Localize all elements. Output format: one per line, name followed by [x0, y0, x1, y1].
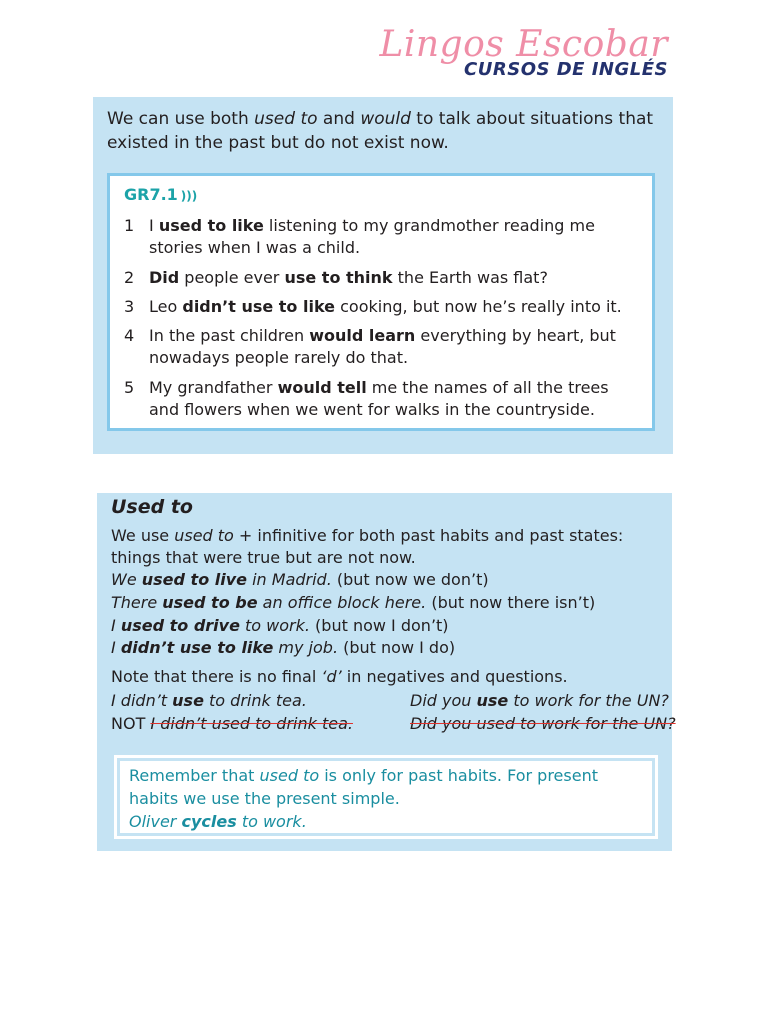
- example-text: I: [149, 216, 159, 235]
- example-line: [111, 615, 666, 637]
- not-label: NOT: [111, 714, 151, 733]
- example-item: [124, 267, 644, 289]
- example-item: [124, 215, 644, 259]
- example-text: me the names of all the trees: [366, 378, 609, 397]
- intro-seg: would: [360, 109, 411, 129]
- example-text: Leo: [149, 297, 183, 316]
- example-line: [111, 569, 666, 591]
- brand-logo: [379, 26, 668, 80]
- example-item: [124, 325, 644, 369]
- audio-track-label: [124, 185, 197, 204]
- example-text: cooking, but now he’s really into it.: [335, 297, 622, 316]
- ex-seg: There: [111, 593, 163, 612]
- compare-seg: to work for the UN?: [508, 691, 669, 710]
- remember-panel: [114, 755, 658, 839]
- note-seg: ‘d’: [321, 667, 342, 686]
- incorrect-line: [111, 713, 676, 735]
- rule-line: [111, 525, 666, 547]
- audio-icon[interactable]: ))): [180, 189, 198, 203]
- ex-note: (but now I don’t): [309, 616, 449, 635]
- example-text: the Earth was flat?: [392, 268, 548, 287]
- intro-seg: to talk about situations that: [410, 109, 654, 129]
- rule-seg: used to: [174, 526, 234, 545]
- grammar-box-used-to: [97, 493, 676, 851]
- intro-seg: used to: [254, 109, 318, 129]
- example-text: My grandfather: [149, 378, 278, 397]
- rem-seg: to work.: [236, 812, 307, 831]
- rem-bold: cycles: [181, 812, 237, 831]
- crossed-out-example: Did you used to work for the UN?: [410, 714, 676, 733]
- compare-seg: to drink tea.: [203, 691, 307, 710]
- example-text: nowadays people rarely do that.: [149, 348, 409, 367]
- ex-note: (but now there isn’t): [426, 593, 596, 612]
- note-line: [111, 666, 666, 688]
- example-text: listening to my grandmother reading me: [263, 216, 595, 235]
- example-item: [124, 296, 644, 318]
- ex-note: (but now I do): [338, 638, 456, 657]
- example-text: stories when I was a child.: [149, 238, 361, 257]
- remember-line: habits we use the present simple.: [129, 789, 400, 808]
- ex-seg: to work.: [239, 616, 310, 635]
- example-number: 2: [124, 268, 135, 287]
- note-seg: Note that there is no final: [111, 667, 322, 686]
- example-text: and flowers when we went for walks in the countryside.: [149, 400, 595, 419]
- ex-bold: used to live: [141, 570, 247, 589]
- ex-seg: I: [111, 638, 121, 657]
- ex-seg: I: [111, 616, 121, 635]
- example-number: 5: [124, 378, 135, 397]
- compare-seg: I didn’t: [111, 691, 173, 710]
- intro-seg: We can use both: [107, 109, 255, 129]
- rem-seg: Remember that: [129, 766, 260, 785]
- logo-script-text: Lingos Escobar: [379, 24, 668, 65]
- section-heading: Used to: [111, 496, 193, 518]
- example-text: people ever: [179, 268, 285, 287]
- track-code: GR7.1: [124, 185, 178, 204]
- example-text: In the past children: [149, 326, 310, 345]
- example-line: [111, 637, 666, 659]
- grammar-box-intro: [93, 97, 673, 454]
- rule-seg: We use: [111, 526, 175, 545]
- ex-bold: used to drive: [120, 616, 240, 635]
- example-bold: use to think: [284, 268, 393, 287]
- example-bold: would learn: [309, 326, 416, 345]
- ex-seg: We: [111, 570, 142, 589]
- rem-seg: used to: [259, 766, 320, 785]
- example-number: 3: [124, 297, 135, 316]
- remember-line: [129, 810, 649, 833]
- ex-seg: in Madrid.: [247, 570, 332, 589]
- intro-text: [107, 107, 657, 155]
- example-bold: would tell: [277, 378, 367, 397]
- intro-seg: and: [317, 109, 361, 129]
- ex-bold: didn’t use to like: [120, 638, 274, 657]
- note-seg: in negatives and questions.: [341, 667, 568, 686]
- crossed-out-example: I didn’t used to drink tea.: [150, 714, 353, 733]
- ex-seg: an office block here.: [257, 593, 427, 612]
- example-line: [111, 592, 666, 614]
- example-bold: didn’t use to like: [182, 297, 336, 316]
- rem-seg: Oliver: [129, 812, 182, 831]
- rule-seg: + infinitive for both past habits and past states:: [233, 526, 624, 545]
- intro-seg: existed in the past but do not exist now.: [107, 133, 449, 153]
- ex-seg: my job.: [273, 638, 339, 657]
- compare-seg: Did you: [410, 691, 477, 710]
- compare-bold: use: [172, 691, 204, 710]
- examples-panel: [107, 173, 655, 431]
- logo-subtitle: CURSOS DE INGLÉS: [464, 59, 668, 80]
- example-text: everything by heart, but: [415, 326, 616, 345]
- example-number: 4: [124, 326, 135, 345]
- example-item: [124, 377, 644, 421]
- ex-bold: used to be: [162, 593, 258, 612]
- ex-note: (but now we don’t): [331, 570, 489, 589]
- rem-seg: is only for past habits. For present: [319, 766, 598, 785]
- example-bold: Did: [149, 268, 180, 287]
- example-number: 1: [124, 216, 135, 235]
- rule-line: things that were true but are not now.: [111, 548, 416, 567]
- compare-bold: use: [476, 691, 509, 710]
- remember-line: [129, 764, 649, 787]
- example-bold: used to like: [158, 216, 264, 235]
- compare-line: [111, 690, 669, 712]
